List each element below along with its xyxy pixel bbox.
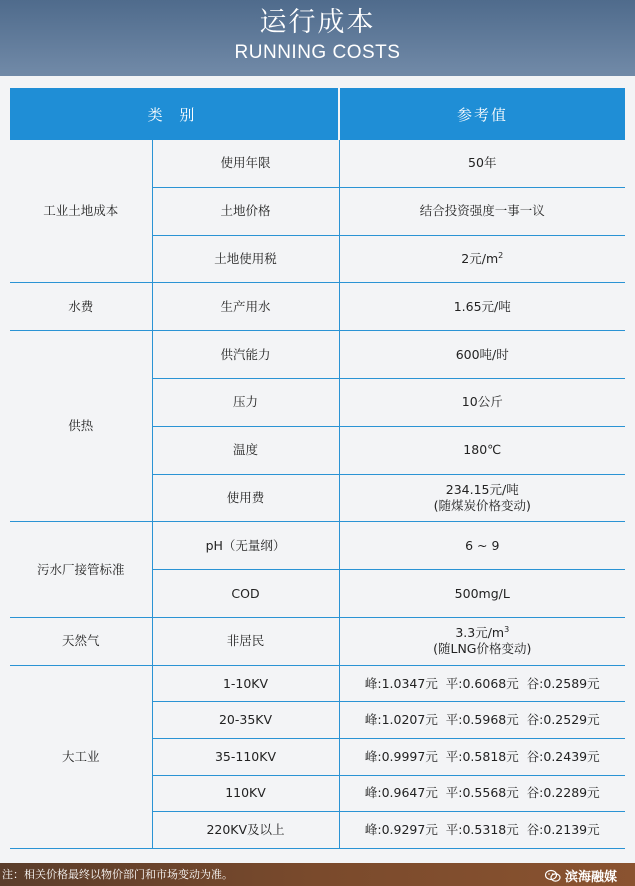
value-cell: 峰:0.9647元 平:0.5568元 谷:0.2289元	[339, 775, 625, 812]
category-cell: 工业土地成本	[10, 140, 152, 283]
value-cell	[339, 617, 625, 665]
watermark	[545, 866, 617, 885]
value-line	[344, 625, 622, 641]
value-cell	[339, 235, 625, 283]
page-footer	[0, 863, 635, 886]
table-row	[10, 617, 625, 665]
running-cost-table	[10, 88, 625, 849]
item-cell: 220KV及以上	[152, 812, 339, 849]
watermark-text: 滨海融媒	[564, 870, 617, 885]
item-cell: 压力	[152, 378, 339, 426]
value-text: 2元/m	[461, 250, 499, 266]
value-note: (随LNG价格变动)	[433, 641, 532, 657]
category-cell: 供热	[10, 331, 152, 522]
table-row	[10, 331, 625, 379]
value-cell: 峰:1.0347元 平:0.6068元 谷:0.2589元	[339, 665, 625, 702]
item-cell: 110KV	[152, 775, 339, 812]
page-title: 运行成本	[259, 7, 376, 38]
cost-panel	[0, 76, 635, 863]
value-cell: 50年	[339, 140, 625, 187]
page-subtitle: RUNNING COSTS	[234, 42, 401, 63]
header-reference-value: 参考值	[339, 88, 625, 140]
value-line: 234.15元/吨	[445, 481, 519, 497]
value-cell: 峰:0.9297元 平:0.5318元 谷:0.2139元	[339, 812, 625, 849]
value-cell: 6 ~ 9	[339, 522, 625, 570]
category-cell: 天然气	[10, 617, 152, 665]
table-row	[10, 283, 625, 331]
value-cell: 600吨/时	[339, 331, 625, 379]
value-cell: 峰:1.0207元 平:0.5968元 谷:0.2529元	[339, 702, 625, 739]
footnote: 注：相关价格最终以物价部门和市场变动为准。	[2, 868, 233, 881]
value-note: (随煤炭价格变动)	[433, 497, 531, 513]
value-text: 3.3元/m	[455, 625, 505, 641]
page-header	[0, 0, 635, 76]
value-cell: 1.65元/吨	[339, 283, 625, 331]
item-cell: 1-10KV	[152, 665, 339, 702]
item-cell: 35-110KV	[152, 738, 339, 775]
value-cell: 180℃	[339, 426, 625, 474]
superscript: 3	[504, 625, 510, 635]
value-cell: 峰:0.9997元 平:0.5818元 谷:0.2439元	[339, 738, 625, 775]
category-cell: 污水厂接管标准	[10, 522, 152, 618]
table-row	[10, 140, 625, 187]
header-category: 类 别	[10, 88, 339, 140]
item-cell: 土地价格	[152, 187, 339, 235]
item-cell: 供汽能力	[152, 331, 339, 379]
superscript: 2	[498, 250, 504, 260]
item-cell: 20-35KV	[152, 702, 339, 739]
item-cell: 非居民	[152, 617, 339, 665]
value-cell: 结合投资强度一事一议	[339, 187, 625, 235]
wechat-icon	[545, 869, 561, 883]
item-cell: pH（无量纲）	[152, 522, 339, 570]
item-cell: 温度	[152, 426, 339, 474]
category-cell: 大工业	[10, 665, 152, 848]
value-cell: 10公斤	[339, 378, 625, 426]
item-cell: 使用费	[152, 474, 339, 522]
item-cell: COD	[152, 570, 339, 618]
category-cell: 水费	[10, 283, 152, 331]
value-cell: 500mg/L	[339, 570, 625, 618]
item-cell: 使用年限	[152, 140, 339, 187]
table-row	[10, 665, 625, 702]
item-cell: 生产用水	[152, 283, 339, 331]
table-row	[10, 522, 625, 570]
value-cell	[339, 474, 625, 522]
item-cell: 土地使用税	[152, 235, 339, 283]
